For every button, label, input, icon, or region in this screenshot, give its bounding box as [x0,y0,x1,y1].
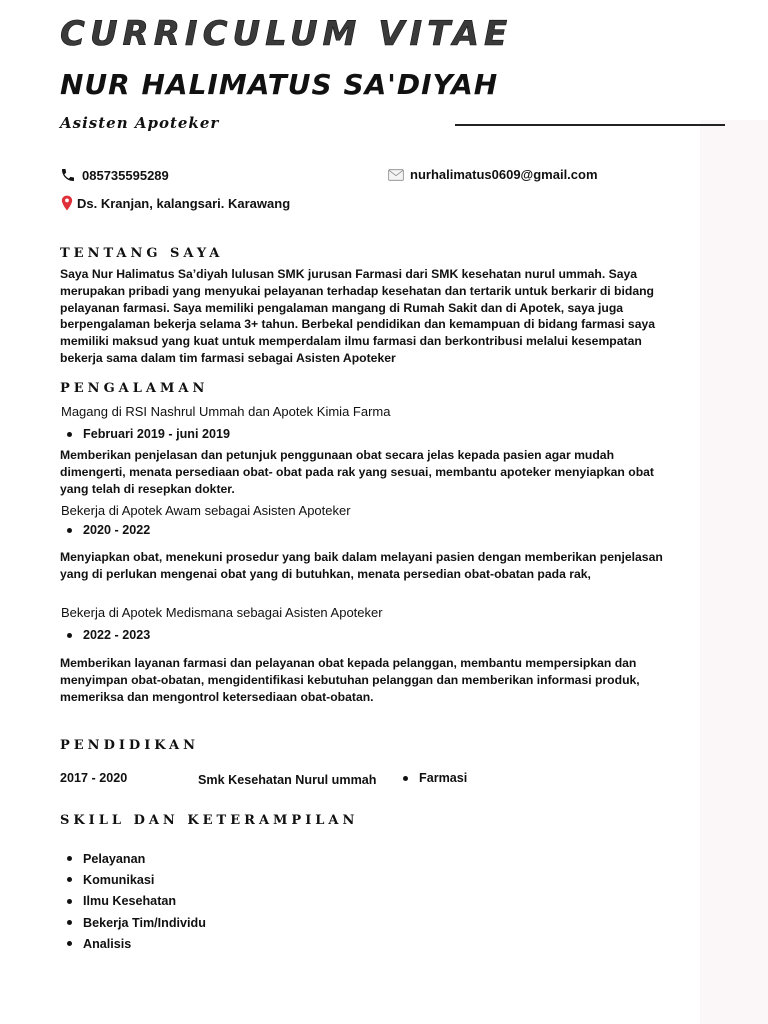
address-contact [60,195,290,211]
list-item [67,848,206,869]
bullet-icon [67,432,72,437]
experience-period-text: 2020 - 2022 [83,523,151,537]
bullet-icon [67,941,72,946]
experience-period [67,523,150,537]
phone-number: 085735595289 [82,167,169,183]
skill-text: Komunikasi [83,872,155,887]
candidate-role: Asisten Apoteker [60,114,220,132]
list-item [67,933,206,954]
experience-period-text: Februari 2019 - juni 2019 [83,427,230,441]
background-strip [700,120,768,1024]
experience-position: Bekerja di Apotek Medismana sebagai Asisten Apoteker [61,605,383,620]
experience-position: Magang di RSI Nashrul Ummah dan Apotek Kimia Farma [61,404,391,419]
skills-list [67,848,206,954]
section-title-about: TENTANG SAYA [60,246,224,261]
phone-contact [60,167,169,183]
section-title-skills: SKILL DAN KETERAMPILAN [60,813,359,828]
about-text: Saya Nur Halimatus Sa’diyah lulusan SMK jurusan Farmasi dari SMK kesehatan nurul ummah. Saya merupakan pribadi yang menyukai pelayanan terhadap kesehatan dan tertarik untuk berkarir di bidang pelayanan farmasi. Saya memiliki pengalaman mangang di Rumah Sakit dan di Apotek, saya juga berpengalaman bekerja selama 3+ tahun. Berbekal pendidikan dan kemampuan di bidang farmasi saya memiliki maksud yang kuat untuk memperdalam ilmu farmasi dan berkontribusi melalui kesempatan bekerja sama dalam tim farmasi sebagai Asisten Apoteker [60,267,656,365]
experience-position: Bekerja di Apotek Awam sebagai Asisten Apoteker [61,503,351,518]
section-title-education: PENDIDIKAN [60,738,200,753]
email-contact [388,167,598,182]
education-school: Smk Kesehatan Nurul ummah [198,773,377,787]
header-divider [455,124,725,126]
phone-icon [60,167,76,183]
candidate-name: NUR HALIMATUS SA'DIYAH [60,68,499,101]
skill-text: Analisis [83,936,132,951]
experience-period-text: 2022 - 2023 [83,628,151,642]
section-title-experience: PENGALAMAN [60,381,209,396]
bullet-icon [67,528,72,533]
experience-period [67,427,230,441]
list-item [67,891,206,912]
experience-description: Memberikan layanan farmasi dan pelayanan obat kepada pelanggan, membantu mempersipkan dan menyimpan obat-obatan, mengidentifikasi kebutuhan pelanggan dan memberikan informasi produk, memeriksa dan mengontrol ketersediaan obat-obatan. [60,656,640,704]
document-title: CURRICULUM VITAE [60,14,513,54]
skill-text: Pelayanan [83,851,146,866]
education-years: 2017 - 2020 [60,771,128,785]
bullet-icon [403,776,408,781]
education-major-text: Farmasi [419,771,468,785]
address-text: Ds. Kranjan, kalangsari. Karawang [77,195,291,211]
bullet-icon [67,856,72,861]
skill-text: Bekerja Tim/Individu [83,915,206,930]
list-item [67,869,206,890]
skill-text: Ilmu Kesehatan [83,894,177,909]
bullet-icon [67,633,72,638]
bullet-icon [67,920,72,925]
map-pin-icon [60,195,74,211]
experience-description: Menyiapkan obat, menekuni prosedur yang baik dalam melayani pasien dengan memberikan penjelasan yang di perlukan mengenai obat yang di butuhkan, menata persedian obat-obatan pada rak, [60,550,663,581]
bullet-icon [67,877,72,882]
education-major [403,771,467,785]
bullet-icon [67,899,72,904]
list-item [67,912,206,933]
email-address: nurhalimatus0609@gmail.com [410,167,598,182]
experience-description: Memberikan penjelasan dan petunjuk penggunaan obat secara jelas kepada pasien agar mudah dimengerti, menata persediaan obat- obat pada rak yang sesuai, membantu apoteker menyiapkan obat yang telah di resepkan dokter. [60,448,654,496]
envelope-icon [388,169,404,181]
experience-period [67,628,150,642]
